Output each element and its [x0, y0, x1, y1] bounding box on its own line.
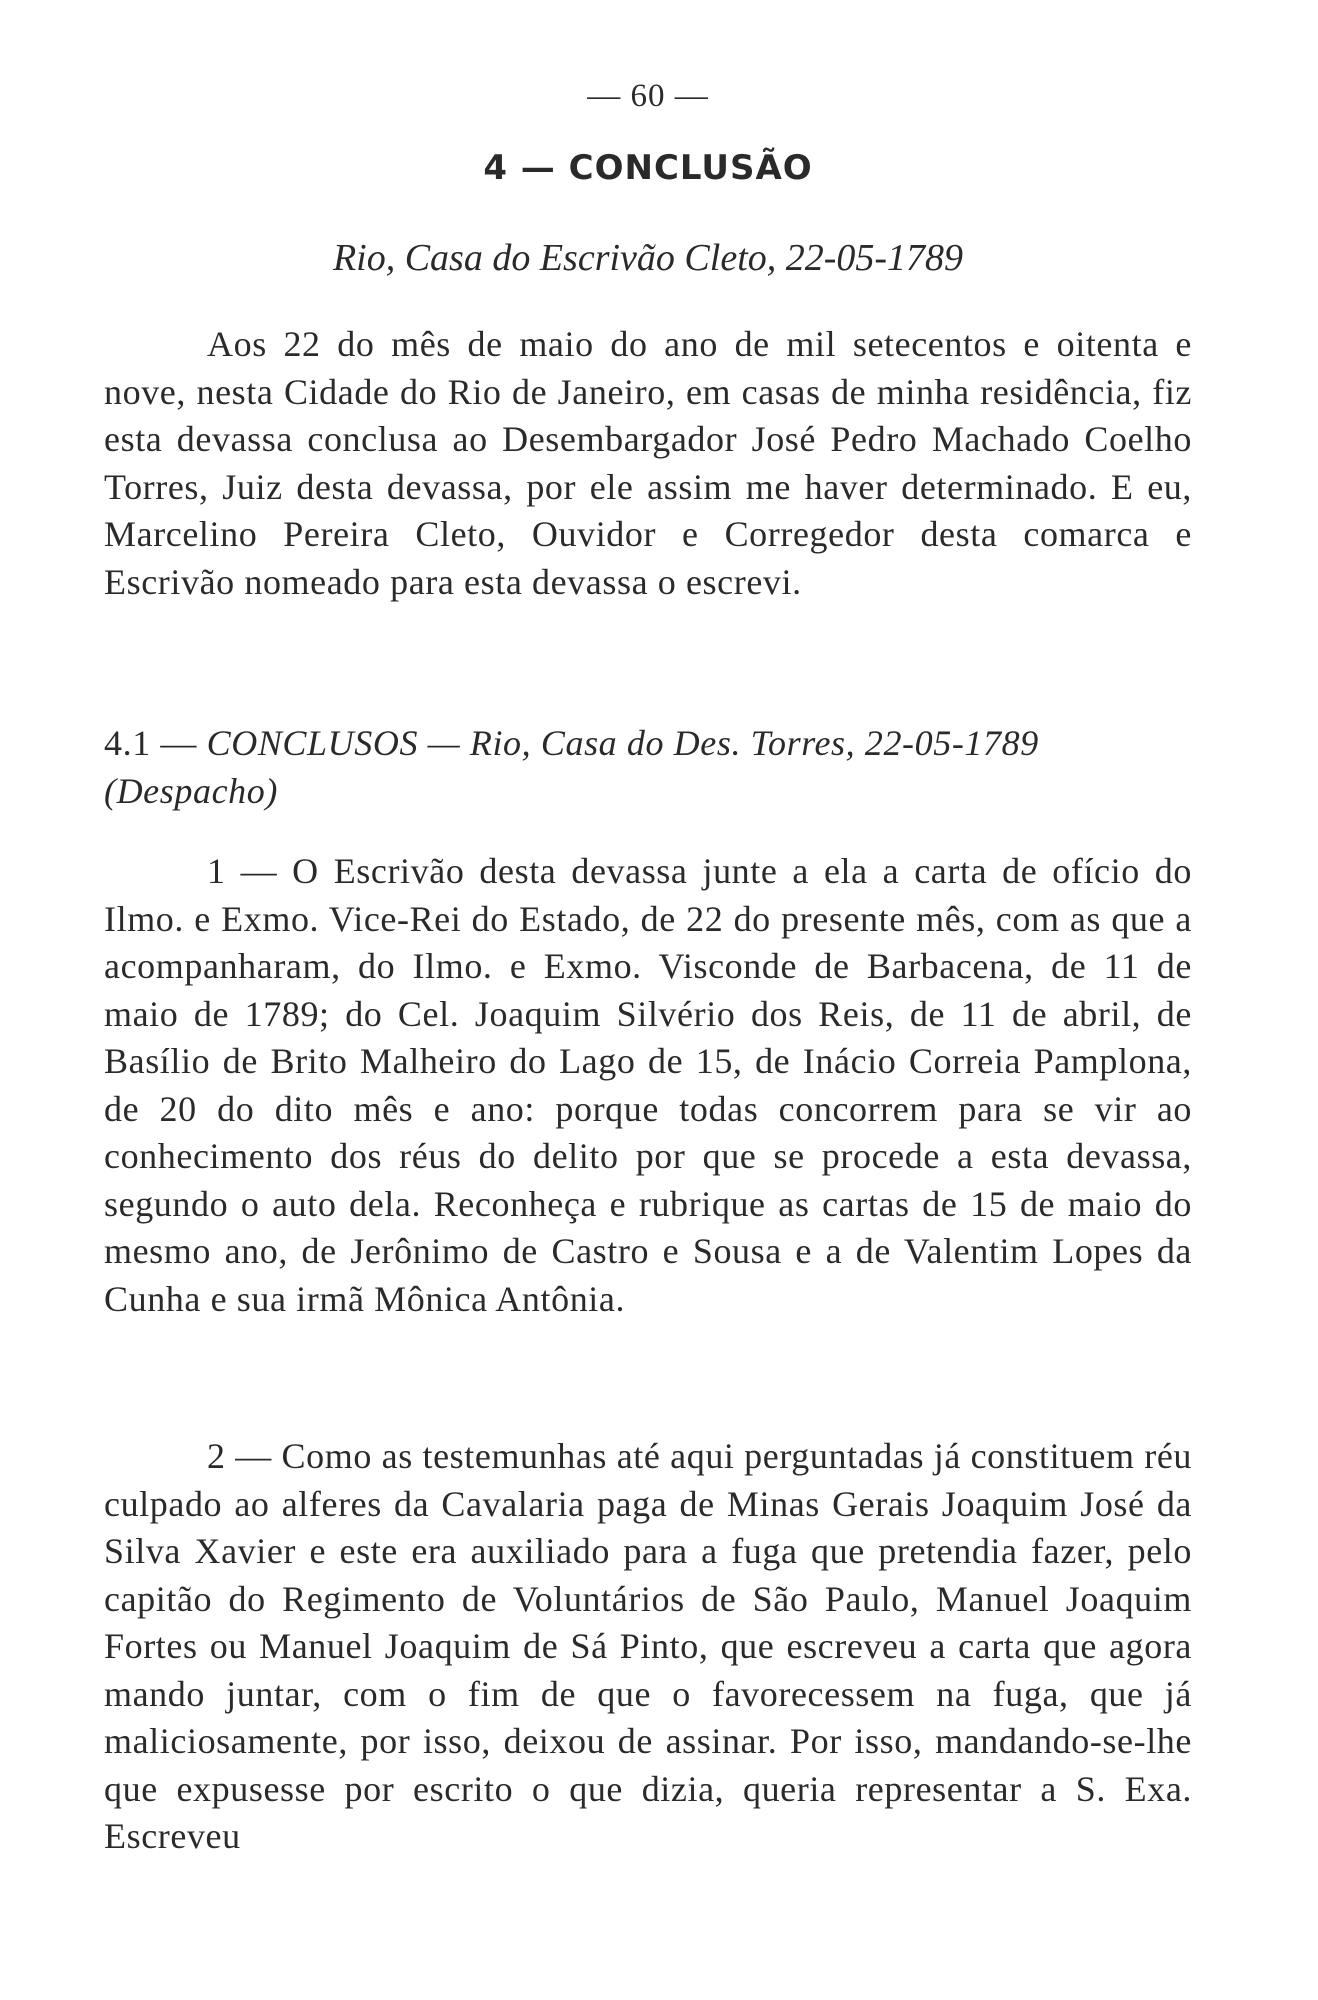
section-title: 4 — CONCLUSÃO — [483, 148, 813, 188]
place-date-heading: Rio, Casa do Escrivão Cleto, 22-05-1789 — [332, 237, 964, 279]
subsection-title: CONCLUSOS — Rio, Casa do Des. Torres, 22-05-1789 — [206, 723, 1039, 763]
page-number: — 60 — — [587, 78, 709, 114]
subsection-number: 4.1 — — [104, 723, 207, 763]
paragraph-conclusion: Aos 22 do mês de maio do ano de mil setecentos e oitenta e nove, nesta Cidade do Rio de Janeiro, em casas de minha residência, fiz esta devassa conclusa ao Desembargador José Pedro Machado Coelho Torres, Juiz desta devassa, por ele assim me haver determinado. E eu, Marcelino Pereira Cleto, Ouvidor e Corregedor desta comarca e Escrivão nomeado para esta devassa o escrevi. — [104, 324, 1192, 602]
paragraph-item-1: 1 — O Escrivão desta devassa junte a ela a carta de ofício do Ilmo. e Exmo. Vice-Rei do Estado, de 22 do presente mês, com as que a acompanharam, do Ilmo. e Exmo. Visconde de Barbacena, de 11 de maio de 1789; do Cel. Joaquim Silvério dos Reis, de 11 de abril, de Basílio de Brito Malheiro do Lago de 15, de Inácio Correia Pamplona, de 20 do dito mês e ano: porque todas concorrem para se vir ao conhecimento dos réus do delito por que se procede a esta devassa, segundo o auto dela. Reconheça e rubrique as cartas de 15 de maio do mesmo ano, de Jerônimo de Castro e Sousa e a de Valentim Lopes da Cunha e sua irmã Mônica Antônia. — [104, 851, 1192, 1319]
subsection-heading — [104, 720, 1192, 815]
paragraph-item-2: 2 — Como as testemunhas até aqui perguntadas já constituem réu culpado ao alferes da Cavalaria paga de Minas Gerais Joaquim José da Silva Xavier e este era auxiliado para a fuga que pretendia fazer, pelo capitão do Regimento de Voluntários de São Paulo, Manuel Joaquim Fortes ou Manuel Joaquim de Sá Pinto, que escreveu a carta que agora mando juntar, com o fim de que o favorecessem na fuga, que já maliciosamente, por isso, deixou de assinar. Por isso, mandando-se-lhe que expusesse por escrito o que dizia, queria representar a S. Exa. Escreveu — [104, 1436, 1192, 1856]
subsection-note: (Despacho) — [104, 770, 278, 811]
